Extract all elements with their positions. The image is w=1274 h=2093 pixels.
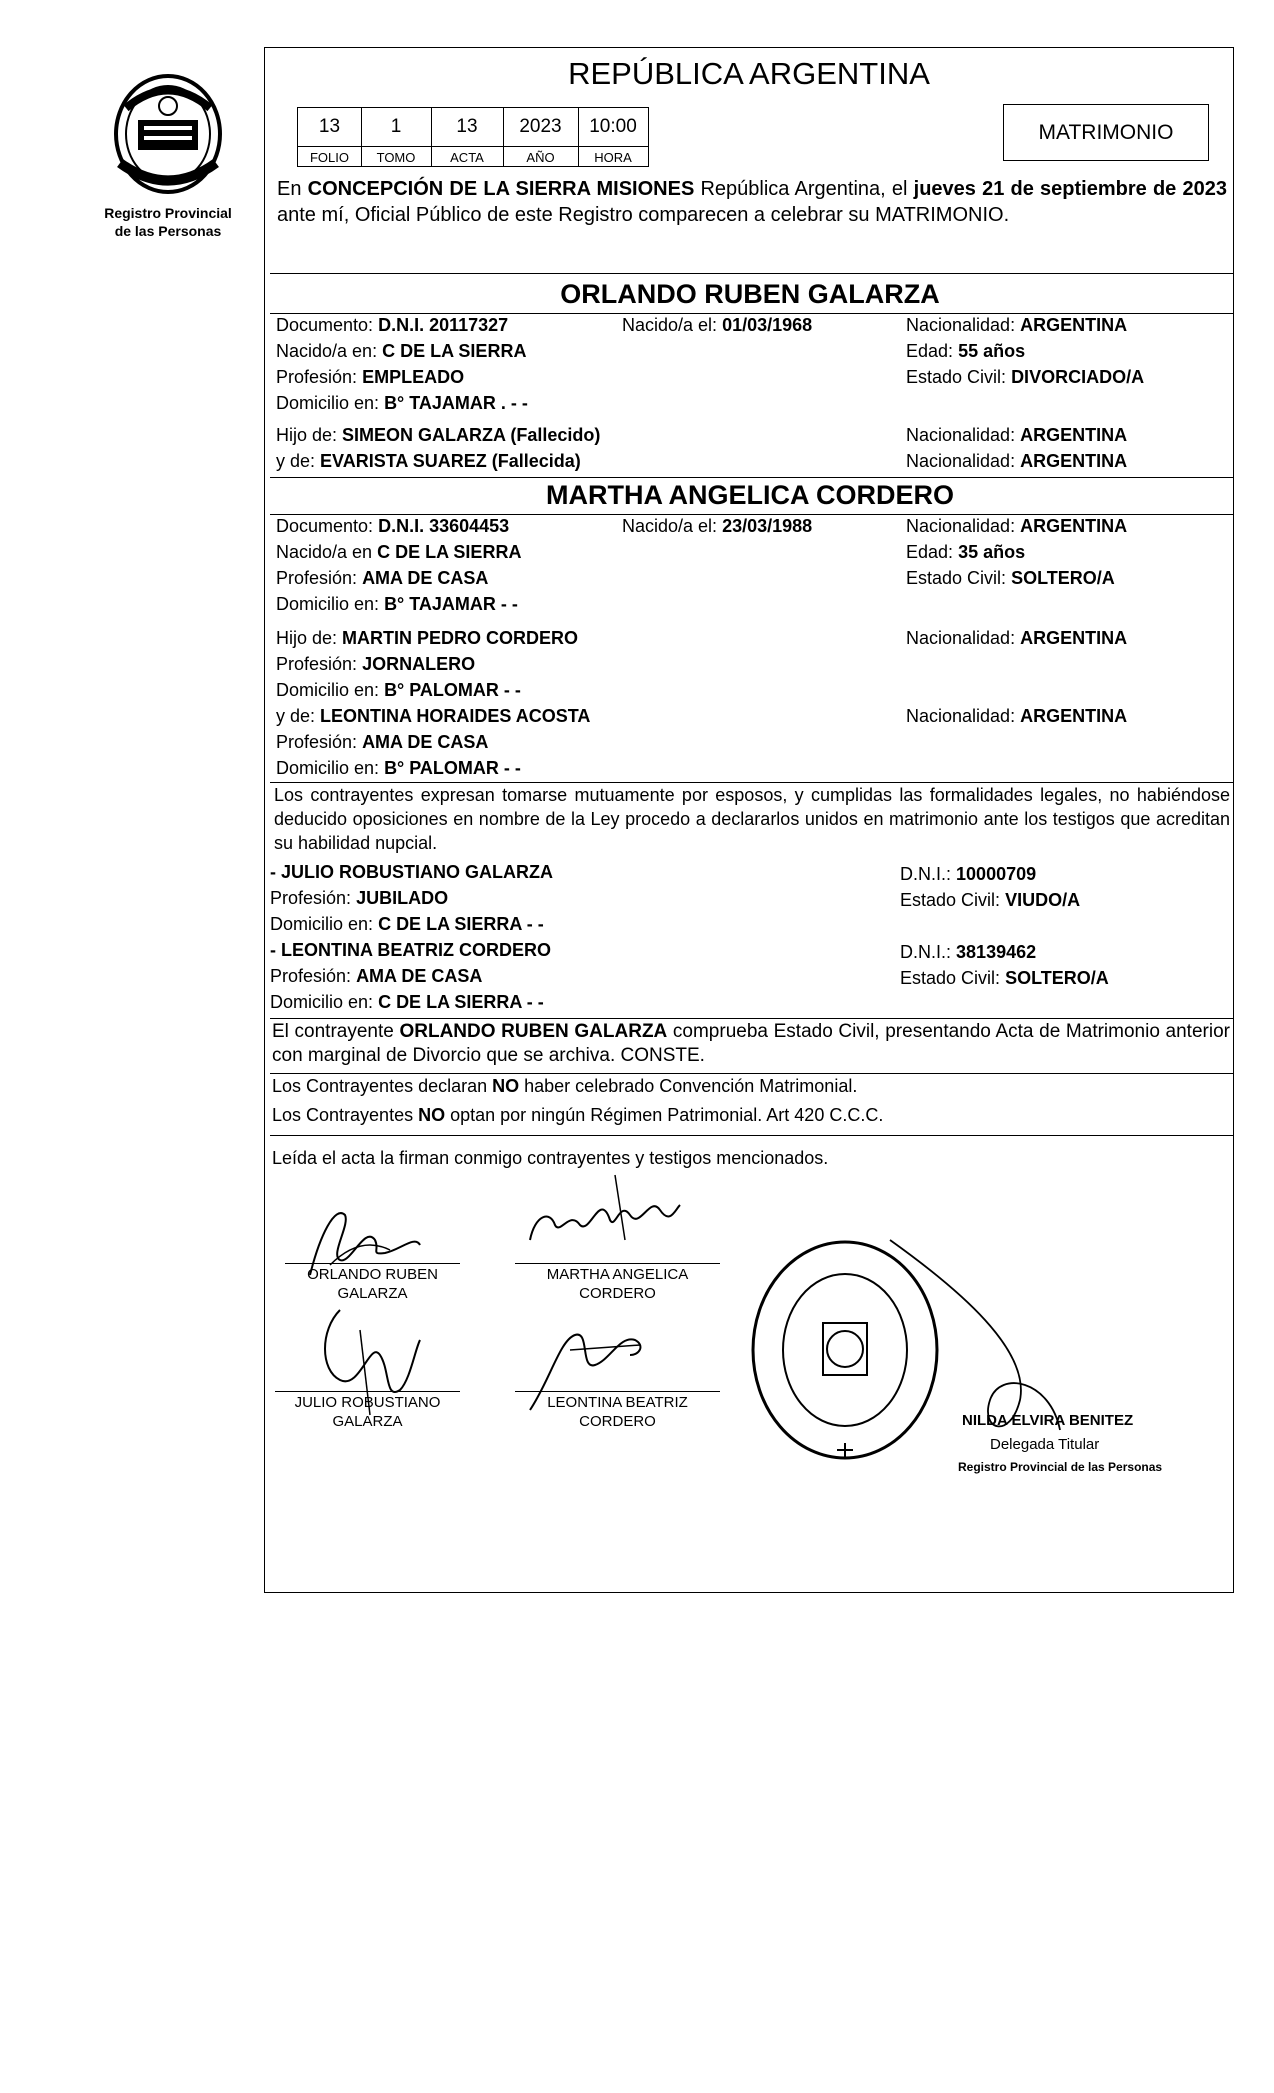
province-seal-icon bbox=[98, 68, 238, 203]
value: ARGENTINA bbox=[1020, 516, 1128, 536]
spouse2-domicilio bbox=[276, 594, 518, 615]
line: CORDERO bbox=[579, 1285, 656, 1302]
stamp-center-text bbox=[0, 0, 1, 1]
line: MARTHA ANGELICA bbox=[546, 1266, 689, 1283]
value: JORNALERO bbox=[362, 654, 476, 674]
text: Los Contrayentes declaran bbox=[272, 1076, 493, 1096]
line: LEONTINA BEATRIZ bbox=[547, 1394, 688, 1411]
spouse2-padre-profesion bbox=[276, 654, 475, 675]
spouse2-nacido-el bbox=[622, 516, 812, 537]
label: Profesión: bbox=[270, 966, 352, 986]
value: EVARISTA SUAREZ (Fallecida) bbox=[320, 451, 581, 471]
label: Estado Civil: bbox=[900, 890, 1001, 910]
value: B° PALOMAR - - bbox=[384, 680, 521, 700]
witness1-profesion bbox=[270, 888, 448, 909]
folio-value: 13 bbox=[318, 116, 341, 137]
label: Nacionalidad: bbox=[906, 315, 1016, 335]
divider bbox=[270, 1135, 1234, 1136]
value: D.N.I. 33604453 bbox=[378, 516, 510, 536]
value: C DE LA SIERRA - - bbox=[378, 914, 544, 934]
divider bbox=[270, 313, 1234, 314]
spouse1-padre bbox=[276, 425, 600, 446]
text: Los Contrayentes bbox=[272, 1105, 419, 1125]
label: Profesión: bbox=[276, 732, 358, 752]
label: Edad: bbox=[906, 341, 954, 361]
label: Nacido/a en: bbox=[276, 341, 378, 361]
intro-text-1: En bbox=[277, 178, 308, 200]
value: VIUDO/A bbox=[1005, 890, 1081, 910]
witness2-name: - LEONTINA BEATRIZ CORDERO bbox=[270, 940, 551, 960]
witness2-estado bbox=[900, 968, 1109, 989]
spouse2-edad bbox=[906, 542, 1025, 563]
value: AMA DE CASA bbox=[356, 966, 483, 986]
value: 55 años bbox=[958, 341, 1026, 361]
spouse2-section bbox=[270, 478, 1230, 778]
label: Nacido/a el: bbox=[622, 516, 718, 536]
spouse2-madre-domicilio bbox=[276, 758, 521, 779]
signature-martha bbox=[520, 1170, 690, 1260]
divider bbox=[270, 514, 1234, 515]
folio-label: FOLIO bbox=[309, 150, 349, 165]
intro-text-3: ante mí, Oficial Público de este Registro comparecen a celebrar su MATRIMONIO. bbox=[277, 204, 1010, 226]
spouse1-estado-civil bbox=[906, 367, 1144, 388]
note-text-1: El contrayente bbox=[272, 1021, 400, 1042]
label: Hijo de: bbox=[276, 628, 338, 648]
label: Domicilio en: bbox=[276, 758, 380, 778]
value: B° TAJAMAR . - - bbox=[384, 393, 528, 413]
label: Hijo de: bbox=[276, 425, 338, 445]
witness2-domicilio bbox=[270, 992, 544, 1013]
spouse1-nacido-el bbox=[622, 315, 812, 336]
spouse2-profesion bbox=[276, 568, 488, 589]
label: Documento: bbox=[276, 315, 374, 335]
value: C DE LA SIERRA bbox=[382, 341, 527, 361]
value: SOLTERO/A bbox=[1011, 568, 1115, 588]
intro-paragraph bbox=[277, 176, 1227, 228]
value: B° TAJAMAR - - bbox=[384, 594, 518, 614]
label: Nacionalidad: bbox=[906, 451, 1016, 471]
divorce-note bbox=[272, 1020, 1230, 1068]
acta-label: ACTA bbox=[450, 150, 484, 165]
official-office: Registro Provincial de las Personas bbox=[958, 1460, 1163, 1474]
label: Edad: bbox=[906, 542, 954, 562]
label: Domicilio en: bbox=[270, 992, 374, 1012]
closing-text: Leída el acta la firman conmigo contrayentes y testigos mencionados. bbox=[272, 1148, 829, 1168]
text: optan por ningún Régimen Patrimonial. Art 420 C.C.C. bbox=[445, 1105, 884, 1125]
label: Profesión: bbox=[276, 654, 358, 674]
spouse2-madre bbox=[276, 706, 590, 727]
label: Documento: bbox=[276, 516, 374, 536]
value: MARTIN PEDRO CORDERO bbox=[342, 628, 579, 648]
value: 35 años bbox=[958, 542, 1026, 562]
note-name: ORLANDO RUBEN GALARZA bbox=[399, 1021, 668, 1042]
value: 10000709 bbox=[956, 864, 1037, 884]
label: D.N.I.: bbox=[900, 864, 952, 884]
signature-line bbox=[275, 1391, 460, 1392]
spouse1-nacionalidad bbox=[906, 315, 1127, 336]
text-no: NO bbox=[418, 1105, 446, 1125]
divider bbox=[270, 273, 1234, 274]
tomo-label: TOMO bbox=[376, 150, 416, 165]
label: Nacionalidad: bbox=[906, 516, 1016, 536]
label: Profesión: bbox=[276, 367, 358, 387]
anio-value: 2023 bbox=[519, 116, 562, 137]
seal-text-bottom bbox=[98, 68, 99, 69]
signature-line bbox=[515, 1391, 720, 1392]
value: C DE LA SIERRA bbox=[377, 542, 522, 562]
spouse1-edad bbox=[906, 341, 1025, 362]
signer-martha bbox=[515, 1265, 720, 1303]
value: SOLTERO/A bbox=[1005, 968, 1109, 988]
label: Domicilio en: bbox=[276, 393, 380, 413]
hora-value: 10:00 bbox=[589, 116, 637, 137]
intro-place: CONCEPCIÓN DE LA SIERRA MISIONES bbox=[307, 178, 695, 200]
divider bbox=[270, 1073, 1234, 1074]
label: Profesión: bbox=[270, 888, 352, 908]
spouse2-name: MARTHA ANGELICA CORDERO bbox=[546, 480, 954, 510]
signature-nilda bbox=[880, 1230, 1080, 1470]
label: Domicilio en: bbox=[276, 680, 380, 700]
value: ARGENTINA bbox=[1020, 706, 1128, 726]
witness1-name: - JULIO ROBUSTIANO GALARZA bbox=[270, 862, 553, 882]
value: JUBILADO bbox=[356, 888, 449, 908]
label: Estado Civil: bbox=[906, 568, 1007, 588]
value: C DE LA SIERRA - - bbox=[378, 992, 544, 1012]
value: 01/03/1968 bbox=[722, 315, 813, 335]
label: D.N.I.: bbox=[900, 942, 952, 962]
registry-logo bbox=[98, 68, 238, 218]
value: ARGENTINA bbox=[1020, 451, 1128, 471]
spouse1-name: ORLANDO RUBEN GALARZA bbox=[560, 279, 940, 309]
anio-label: AÑO bbox=[526, 150, 555, 165]
label: Nacido/a el: bbox=[622, 315, 718, 335]
spouse1-section bbox=[270, 275, 1230, 475]
value: D.N.I. 20117327 bbox=[378, 315, 509, 335]
value: ARGENTINA bbox=[1020, 628, 1128, 648]
label: Nacionalidad: bbox=[906, 706, 1016, 726]
spouse1-madre bbox=[276, 451, 581, 472]
label: Estado Civil: bbox=[906, 367, 1007, 387]
spouse1-nacido-en bbox=[276, 341, 526, 362]
spouse2-documento bbox=[276, 516, 509, 537]
act-type-box: MATRIMONIO bbox=[1003, 104, 1209, 161]
text: haber celebrado Convención Matrimonial. bbox=[519, 1076, 858, 1096]
label: Profesión: bbox=[276, 568, 358, 588]
hora-label: HORA bbox=[594, 150, 632, 165]
spouse2-padre bbox=[276, 628, 578, 649]
note-text-2: comprueba Estado Civil, presentando Acta de Matrimonio anterior con marginal de Divorcio que se archiva. CONSTE. bbox=[272, 1021, 1230, 1066]
line: JULIO ROBUSTIANO bbox=[294, 1394, 441, 1411]
spouse2-madre-nacionalidad bbox=[906, 706, 1127, 727]
spouse2-nacido-en bbox=[276, 542, 521, 563]
spouse2-nacionalidad bbox=[906, 516, 1127, 537]
signature-line bbox=[515, 1263, 720, 1264]
logo-caption-1: Registro Provincial bbox=[104, 205, 232, 221]
page-title: REPÚBLICA ARGENTINA bbox=[568, 56, 930, 91]
witness2-dni bbox=[900, 942, 1036, 963]
official-title: Delegada Titular bbox=[990, 1436, 1100, 1453]
value: ARGENTINA bbox=[1020, 425, 1128, 445]
witness1-estado bbox=[900, 890, 1080, 911]
declaration-paragraph: Los contrayentes expresan tomarse mutuamente por esposos, y cumplidas las formalidades legales, no habiéndose deducido oposiciones en nombre de la Ley procedo a declararlos unidos en matrimonio ante los testigos que acreditan su habilidad nupcial. bbox=[274, 785, 1230, 853]
text-no: NO bbox=[492, 1076, 520, 1096]
label: Estado Civil: bbox=[900, 968, 1001, 988]
value: 38139462 bbox=[956, 942, 1037, 962]
value: LEONTINA HORAIDES ACOSTA bbox=[320, 706, 591, 726]
acta-value: 13 bbox=[456, 116, 478, 137]
line: ORLANDO RUBEN bbox=[307, 1266, 438, 1283]
line: GALARZA bbox=[332, 1413, 403, 1430]
witness1-dni bbox=[900, 864, 1036, 885]
registry-index-table bbox=[297, 107, 649, 167]
spouse2-padre-domicilio bbox=[276, 680, 521, 701]
spouse1-documento bbox=[276, 315, 508, 336]
witness1-domicilio bbox=[270, 914, 544, 935]
line: GALARZA bbox=[337, 1285, 408, 1302]
signer-leontina bbox=[515, 1393, 720, 1431]
signature-line bbox=[285, 1263, 460, 1264]
label: Nacionalidad: bbox=[906, 425, 1016, 445]
spouse1-profesion bbox=[276, 367, 464, 388]
convention-note-a bbox=[272, 1076, 857, 1097]
intro-date: jueves 21 de septiembre de 2023 bbox=[913, 178, 1227, 200]
spouse1-domicilio bbox=[276, 393, 528, 414]
spouse2-madre-profesion bbox=[276, 732, 488, 753]
signer-orlando bbox=[285, 1265, 460, 1303]
label: Domicilio en: bbox=[270, 914, 374, 934]
label: Nacido/a en bbox=[276, 542, 373, 562]
label: Domicilio en: bbox=[276, 594, 380, 614]
signer-julio bbox=[275, 1393, 460, 1431]
spouse2-estado-civil bbox=[906, 568, 1115, 589]
value: SIMEON GALARZA (Fallecido) bbox=[342, 425, 601, 445]
spouse1-padre-nacionalidad bbox=[906, 425, 1127, 446]
spouse1-madre-nacionalidad bbox=[906, 451, 1127, 472]
line: CORDERO bbox=[579, 1413, 656, 1430]
logo-caption-2: de las Personas bbox=[114, 223, 222, 239]
value: DIVORCIADO/A bbox=[1011, 367, 1145, 387]
label: y de: bbox=[276, 706, 316, 726]
value: EMPLEADO bbox=[362, 367, 465, 387]
official-name: NILDA ELVIRA BENITEZ bbox=[962, 1412, 1134, 1429]
spouse2-padre-nacionalidad bbox=[906, 628, 1127, 649]
convention-note-b bbox=[272, 1105, 883, 1126]
label: y de: bbox=[276, 451, 316, 471]
divider bbox=[270, 1018, 1234, 1019]
witnesses-section bbox=[270, 862, 1230, 1022]
value: AMA DE CASA bbox=[362, 732, 489, 752]
value: B° PALOMAR - - bbox=[384, 758, 521, 778]
intro-text-2: República Argentina, el bbox=[694, 178, 914, 200]
label: Nacionalidad: bbox=[906, 628, 1016, 648]
tomo-value: 1 bbox=[390, 116, 402, 137]
value: AMA DE CASA bbox=[362, 568, 489, 588]
value: 23/03/1988 bbox=[722, 516, 813, 536]
witness2-profesion bbox=[270, 966, 482, 987]
value: ARGENTINA bbox=[1020, 315, 1128, 335]
